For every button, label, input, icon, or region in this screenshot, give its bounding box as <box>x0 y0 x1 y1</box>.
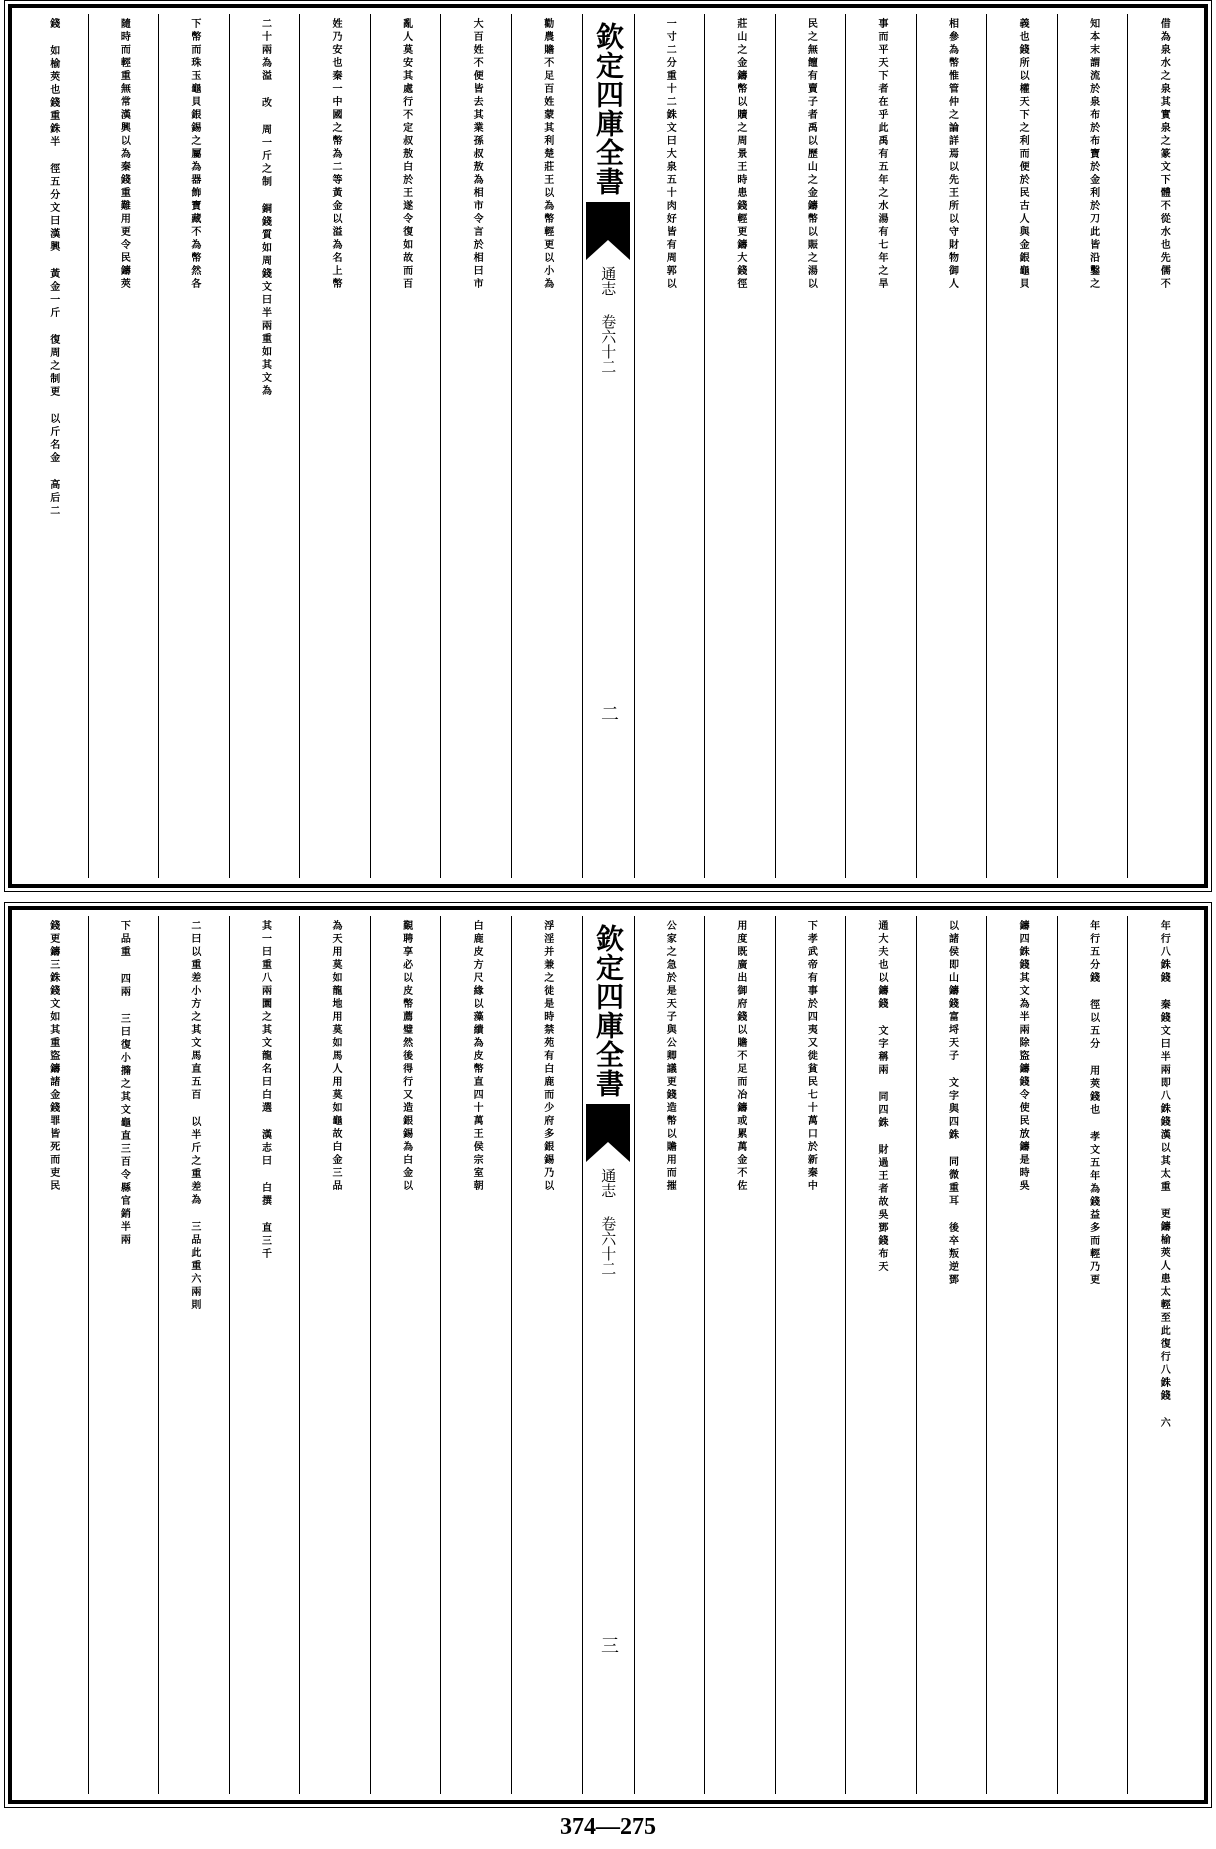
column-text: 姓乃安也秦一中國之幣為二等黃金以溢為名上幣 <box>330 18 342 291</box>
book-title: 欽定四庫全書 <box>592 924 625 1098</box>
text-column <box>986 14 1057 878</box>
bottom-page-columns <box>18 916 1198 1794</box>
column-text: 隨時而輕重無常漢興以為秦錢重難用更令民鑄莢 <box>118 18 130 291</box>
column-text: 大百姓不便皆去其業孫叔敖為相市令言於相曰市 <box>471 18 483 291</box>
text-column <box>370 916 441 1794</box>
leaf-number: 三 <box>598 1636 619 1654</box>
book-title: 欽定四庫全書 <box>592 22 625 196</box>
volume-label: 通志 卷六十二 <box>599 1168 618 1276</box>
text-column <box>845 14 916 878</box>
text-column <box>18 916 88 1794</box>
column-text: 莊山之金鑄幣以贖之周景王時患錢輕更鑄大錢徑 <box>734 18 746 291</box>
column-text: 相參為幣惟管仲之論詳焉以先王所以守財物御人 <box>946 18 958 291</box>
column-text: 亂人莫安其處行不定叔敖白於王遂令復如故而百 <box>400 18 412 291</box>
top-page-columns <box>18 14 1198 878</box>
center-fold-margin <box>582 916 634 1794</box>
text-column <box>916 14 987 878</box>
text-column <box>704 14 775 878</box>
text-column <box>370 14 441 878</box>
column-text: 勸農贍不足百姓蒙其利楚莊王以為幣輕更以小為 <box>541 18 553 291</box>
column-text: 為天用莫如龍地用莫如馬人用莫如龜故白金三品 <box>330 920 342 1193</box>
column-text: 下幣而珠玉龜貝銀錫之屬為器飾寶藏不為幣然各 <box>188 18 200 291</box>
text-column <box>440 916 511 1794</box>
text-column <box>18 14 88 878</box>
bottom-page <box>8 906 1208 1804</box>
column-text: 錢更鑄三銖錢文如其重盜鑄諸金錢罪皆死而吏民 <box>47 920 59 1193</box>
column-text: 鑄四銖錢其文為半兩除盜鑄錢令使民放鑄是時吳 <box>1017 920 1029 1193</box>
text-column <box>986 916 1057 1794</box>
text-column <box>158 14 229 878</box>
text-column <box>88 14 159 878</box>
column-text: 覲聘享必以皮幣薦璧然後得行又造銀錫為白金以 <box>400 920 412 1193</box>
text-column <box>440 14 511 878</box>
center-fold-margin <box>582 14 634 878</box>
column-text: 其一曰重八兩圜之其文龍名曰白選 漢志曰 白撰 直三千 <box>259 920 271 1261</box>
text-column <box>916 916 987 1794</box>
column-text: 下品重 四兩 三曰復小撱之其文龜直三百令縣官銷半兩 <box>118 920 130 1247</box>
top-page <box>8 4 1208 888</box>
text-column <box>229 916 300 1794</box>
column-text: 通大夫也以鑄錢 文字稱兩 同四銖 財過王者故吳鄧錢布天 <box>875 920 887 1274</box>
text-column <box>775 14 846 878</box>
text-column <box>299 14 370 878</box>
fishtail-mark-icon <box>586 1104 630 1162</box>
column-text: 白鹿皮方尺緣以藻繢為皮幣直四十萬王侯宗室朝 <box>471 920 483 1193</box>
text-column <box>634 14 705 878</box>
text-column <box>1127 14 1198 878</box>
column-text: 事而平天下者在乎此禹有五年之水湯有七年之旱 <box>875 18 887 291</box>
text-column <box>845 916 916 1794</box>
column-text: 義也錢所以權天下之利而便於民古人與金銀龜貝 <box>1017 18 1029 291</box>
column-text: 一寸二分重十二銖文曰大泉五十肉好皆有周郭以 <box>664 18 676 291</box>
text-column <box>511 14 582 878</box>
text-column <box>1057 916 1128 1794</box>
column-text: 知本末謂流於泉布於布寶於金利於刀此皆沿鑿之 <box>1087 18 1099 291</box>
text-column <box>299 916 370 1794</box>
text-column <box>1057 14 1128 878</box>
column-text: 民之無饘有賣子者禹以歷山之金鑄幣以賑之湯以 <box>805 18 817 291</box>
text-column <box>511 916 582 1794</box>
column-text: 下孝武帝有事於四夷又徙貧民七十萬口於新秦中 <box>805 920 817 1193</box>
page-footer-number: 374—275 <box>560 1814 656 1840</box>
column-text: 借為泉水之泉其實泉之篆文下體不從水也先儒不 <box>1158 18 1170 291</box>
column-text: 年行八銖錢 秦錢文曰半兩即八銖錢漢以其太重 更鑄榆莢人患太輕至此復行八銖錢 六 <box>1158 920 1170 1430</box>
text-column <box>158 916 229 1794</box>
text-column <box>634 916 705 1794</box>
column-text: 用度既廣出御府錢以贍不足而冶鑄或累萬金不佐 <box>734 920 746 1193</box>
column-text: 年行五分錢 徑以五分 用莢錢也 孝文五年為錢益多而輕乃更 <box>1087 920 1099 1287</box>
volume-label: 通志 卷六十二 <box>599 266 618 374</box>
text-column <box>704 916 775 1794</box>
column-text: 二十兩為溢 改 周一斤之制 銅錢質如周錢文曰半兩重如其文為 <box>259 18 271 398</box>
text-column <box>1127 916 1198 1794</box>
column-text: 二曰以重差小方之其文馬直五百 以半斤之重差為 三品此重六兩則 <box>188 920 200 1312</box>
leaf-number: 二 <box>598 704 619 722</box>
fishtail-mark-icon <box>586 202 630 260</box>
text-column <box>229 14 300 878</box>
column-text: 錢 如榆莢也錢重銖半 徑五分文曰漢興 黃金一斤 復周之制更 以斤名金 高后二 <box>47 18 59 518</box>
text-column <box>775 916 846 1794</box>
column-text: 公家之急於是天子與公卿議更錢造幣以贍用而摧 <box>664 920 676 1193</box>
column-text: 浮淫并兼之徒是時禁苑有白鹿而少府多銀錫乃以 <box>541 920 553 1193</box>
column-text: 以諸侯即山鑄錢富埒天子 文字與四銖 同微重耳 後卒叛逆鄧 <box>946 920 958 1287</box>
text-column <box>88 916 159 1794</box>
